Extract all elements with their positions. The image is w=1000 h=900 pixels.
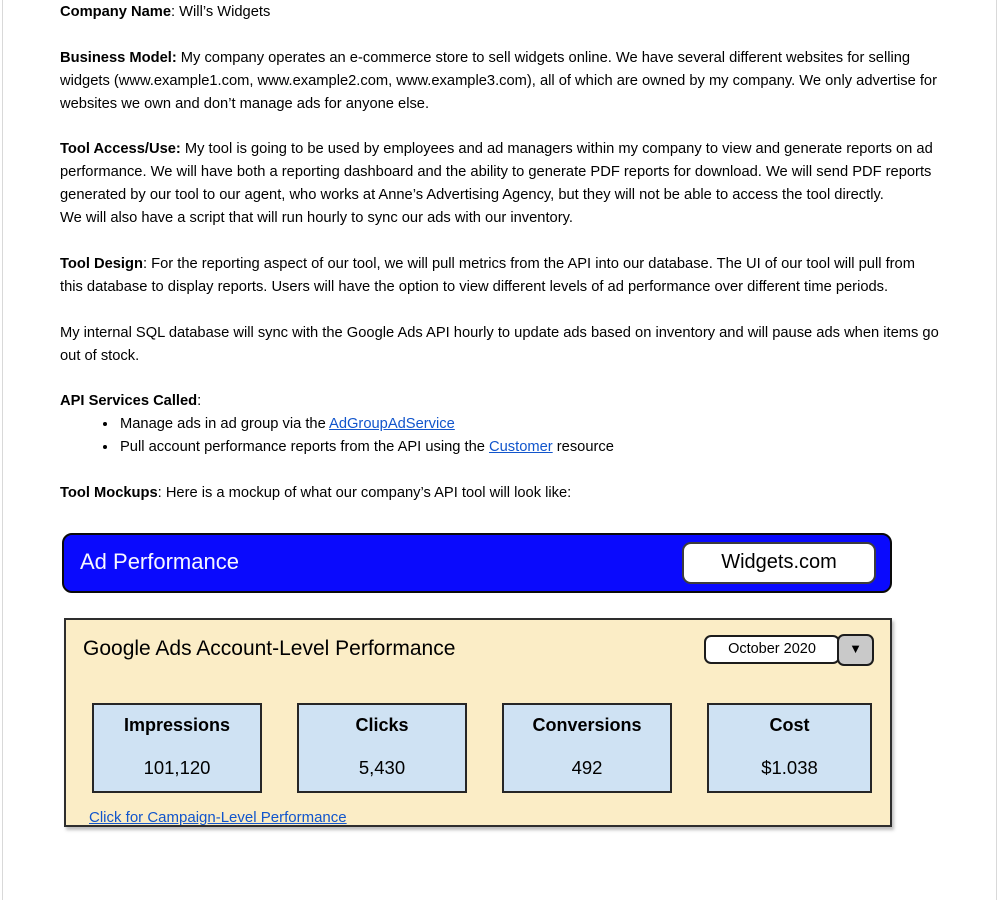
adgroupadservice-link[interactable]: AdGroupAdService (329, 416, 455, 433)
paragraph-tool-design (60, 253, 940, 299)
company-name-label: Company Name (60, 4, 172, 20)
metric-value: $1.038 (761, 756, 818, 778)
tool-access-text: My tool is going to be used by employees and ad managers within my company to view and generate reports on ad performance. We will have both a reporting dashboard and the ability to generate PDF reports for download. We will send PDF reports generated by our tool to our agent, who works at Anne’s Advertising Agency, but they will not be able to access the tool directly. (60, 141, 933, 204)
metric-cards-row (92, 703, 874, 793)
bullet-2-text-after: resource (552, 439, 614, 456)
sql-note-text: My internal SQL database will sync with the Google Ads API hourly to update ads based on inventory and will pause ads when items go out of stock. (60, 324, 939, 364)
widgets-site-button[interactable] (682, 542, 876, 584)
tool-design-label: Tool Design (60, 255, 143, 272)
metric-value: 492 (571, 756, 603, 778)
date-dropdown-value[interactable]: October 2020 (704, 635, 840, 664)
widgets-site-button-label: Widgets.com (721, 551, 837, 574)
business-model-text: My company operates an e-commerce store to sell widgets online. We have several different websites for selling widgets (www.example1.com, www.example2.com, www.example3.com), all of which are owned by my company. We only advertise for websites we own and don’t manage ads for anyone else. (60, 49, 937, 112)
customer-link[interactable]: Customer (489, 439, 553, 456)
panel-heading: Google Ads Account-Level Performance (83, 637, 456, 661)
tool-mockups-label: Tool Mockups (60, 484, 158, 501)
paragraph-tool-access (60, 138, 940, 230)
panel-header (83, 634, 874, 666)
paragraph-api-services (60, 390, 940, 413)
metric-label: Impressions (123, 714, 231, 735)
mockup-title: Ad Performance (80, 549, 239, 575)
metric-value: 101,120 (143, 756, 211, 778)
paragraph-tool-mockups (60, 482, 940, 505)
tool-mockups-text: : Here is a mockup of what our company’s API tool will look like: (157, 484, 572, 501)
metric-label: Cost (769, 714, 810, 735)
metric-label: Conversions (532, 714, 642, 735)
tool-design-text: : For the reporting aspect of our tool, we will pull metrics from the API into our database. The UI of our tool will pull from this database to display reports. Users will have the option to view different levels of ad performance over different time periods. (60, 255, 915, 295)
api-services-list (60, 413, 940, 459)
date-dropdown[interactable] (704, 634, 874, 666)
chevron-down-icon: ▼ (849, 641, 862, 657)
tool-access-label: Tool Access/Use: (60, 141, 181, 158)
metric-card-cost (707, 703, 872, 793)
account-performance-panel (64, 618, 892, 827)
bullet-2-text: Pull account performance reports from the API using the (120, 439, 490, 456)
bullet-1-text: Manage ads in ad group via the (120, 416, 330, 433)
mockup-header-banner (62, 533, 892, 593)
tool-access-text-line2: We will also have a script that will run hourly to sync our ads with our inventory. (60, 210, 573, 227)
page-left-edge (2, 0, 3, 900)
api-services-colon: : (197, 393, 202, 410)
list-item (118, 436, 940, 459)
metric-value: 5,430 (358, 756, 406, 778)
dropdown-arrow-button[interactable] (837, 634, 874, 666)
company-name-value: : Will’s Widgets (171, 4, 271, 20)
metric-card-impressions (92, 703, 262, 793)
paragraph-company-name (60, 1, 940, 24)
campaign-level-performance-link[interactable]: Click for Campaign-Level Performance (89, 808, 347, 826)
metric-card-conversions (502, 703, 672, 793)
api-services-label: API Services Called (60, 393, 198, 410)
page-right-edge (996, 0, 997, 900)
paragraph-business-model (60, 47, 940, 116)
business-model-label: Business Model: (60, 49, 177, 66)
metric-label: Clicks (355, 714, 409, 735)
metric-card-clicks (297, 703, 467, 793)
list-item (118, 413, 940, 436)
paragraph-sql-note (60, 322, 940, 368)
